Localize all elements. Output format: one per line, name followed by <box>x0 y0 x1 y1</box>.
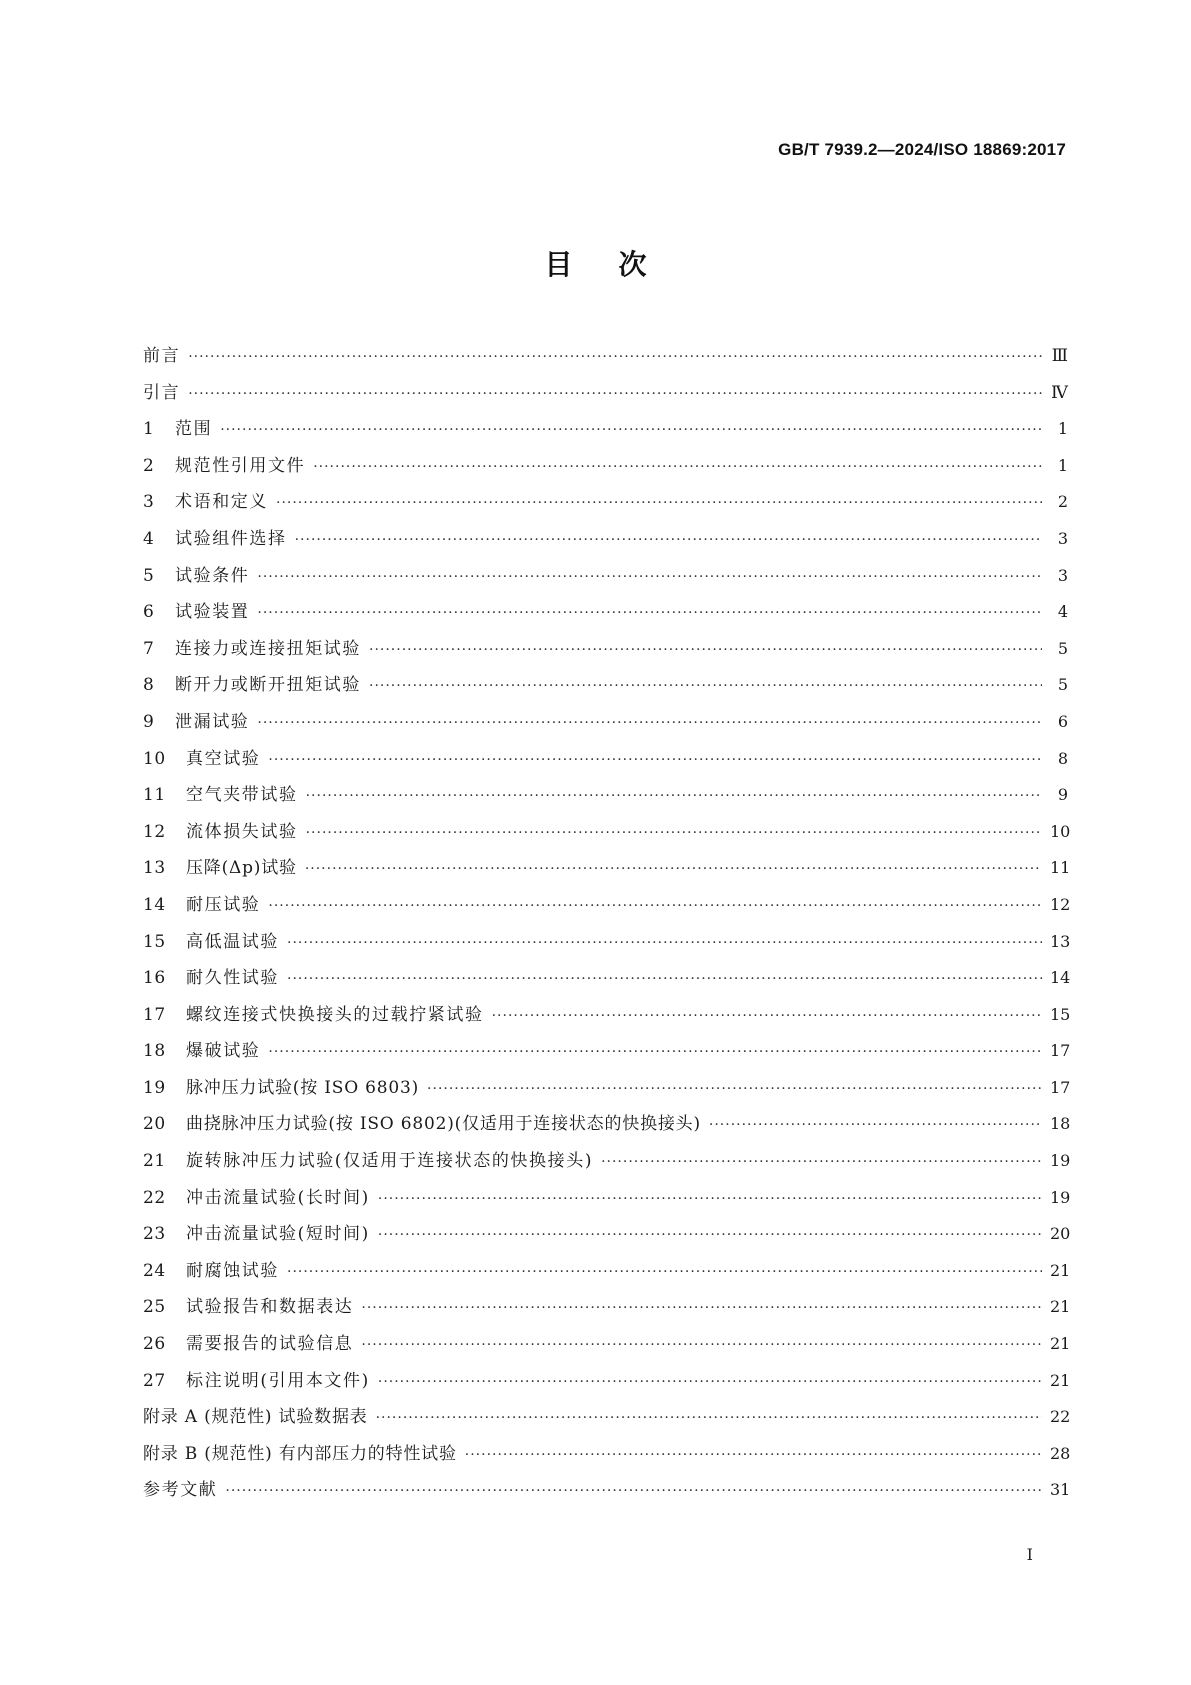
toc-entry-number: 6 <box>143 602 155 623</box>
toc-dot-leader <box>268 888 1042 925</box>
toc-entry-page: 15 <box>1050 1004 1071 1024</box>
toc-entry[interactable] <box>143 594 1068 631</box>
toc-entry-page: 8 <box>1057 748 1068 768</box>
toc-entry-page: 10 <box>1050 821 1071 841</box>
toc-entry-number: 22 <box>143 1187 166 1208</box>
toc-entry-number: 20 <box>143 1114 166 1135</box>
toc-entry-number: 11 <box>143 785 166 806</box>
toc-entry-title: 空气夹带试验 <box>186 785 298 806</box>
toc-entry-page: 12 <box>1050 894 1071 914</box>
toc-entry-page: 19 <box>1050 1187 1071 1207</box>
toc-dot-leader <box>369 668 1042 705</box>
toc-dot-leader <box>378 1181 1042 1218</box>
toc-entry-page: 6 <box>1057 711 1068 731</box>
toc-dot-leader <box>709 1107 1042 1144</box>
toc-dot-leader <box>287 925 1042 962</box>
toc-entry-title: 规范性引用文件 <box>175 455 306 476</box>
title-char-2: 次 <box>618 248 647 281</box>
toc-entry-title: 试验组件选择 <box>175 528 287 549</box>
toc-entry[interactable] <box>143 887 1071 924</box>
toc-entry-number: 14 <box>143 894 166 915</box>
toc-entry[interactable] <box>143 1106 1071 1143</box>
toc-entry-title: 爆破试验 <box>186 1041 261 1062</box>
toc-entry-page: 1 <box>1057 419 1068 439</box>
toc-entry-number: 3 <box>143 492 155 513</box>
toc-entry[interactable] <box>143 558 1068 595</box>
toc-entry-title: 试验装置 <box>175 602 250 623</box>
toc-entry-title: 耐腐蚀试验 <box>186 1260 279 1281</box>
toc-entry[interactable] <box>143 1326 1071 1363</box>
toc-entry-title: 附录 B (规范性) 有内部压力的特性试验 <box>143 1443 457 1464</box>
toc-dot-leader <box>492 998 1042 1035</box>
toc-entry-title: 附录 A (规范性) 试验数据表 <box>143 1407 368 1428</box>
toc-entry[interactable] <box>143 741 1068 778</box>
title-char-1: 目 <box>544 248 573 281</box>
toc-dot-leader <box>268 1034 1042 1071</box>
toc-entry-title: 脉冲压力试验(按 ISO 6803) <box>186 1077 420 1098</box>
toc-dot-leader <box>427 1071 1042 1108</box>
toc-entry-page: 22 <box>1050 1407 1071 1427</box>
toc-entry[interactable] <box>143 1070 1071 1107</box>
toc-entry[interactable] <box>143 1180 1071 1217</box>
toc-entry-number: 7 <box>143 638 155 659</box>
toc-entry[interactable] <box>143 814 1071 851</box>
toc-entry-number: 12 <box>143 821 166 842</box>
toc-entry[interactable] <box>143 777 1068 814</box>
toc-entry-title: 范围 <box>175 419 213 440</box>
toc-dot-leader <box>378 1217 1042 1254</box>
toc-entry[interactable] <box>143 631 1068 668</box>
toc-entry-title: 冲击流量试验(长时间) <box>186 1187 370 1208</box>
toc-entry[interactable] <box>143 1436 1071 1473</box>
toc-dot-leader <box>369 632 1042 669</box>
toc-entry[interactable] <box>143 1363 1071 1400</box>
toc-dot-leader <box>287 1254 1042 1291</box>
toc-entry[interactable] <box>143 924 1071 961</box>
toc-entry-number: 25 <box>143 1297 166 1318</box>
toc-entry[interactable] <box>143 484 1068 521</box>
page-title <box>0 243 1191 283</box>
toc-entry-title: 参考文献 <box>143 1480 218 1501</box>
toc-entry[interactable] <box>143 1253 1071 1290</box>
toc-entry-title: 术语和定义 <box>175 492 268 513</box>
toc-entry-number: 10 <box>143 748 166 769</box>
toc-dot-leader <box>287 961 1042 998</box>
toc-dot-leader <box>465 1437 1042 1474</box>
toc-entry-page: 1 <box>1057 455 1068 475</box>
toc-entry[interactable] <box>143 1289 1071 1326</box>
toc-entry-title: 连接力或连接扭矩试验 <box>175 638 361 659</box>
toc-entry-number: 8 <box>143 675 155 696</box>
page-number: I <box>1026 1545 1033 1564</box>
toc-entry-title: 耐压试验 <box>186 894 261 915</box>
toc-entry[interactable] <box>143 411 1068 448</box>
toc-dot-leader <box>257 705 1042 742</box>
toc-entry-page: 21 <box>1050 1370 1071 1390</box>
toc-entry-page: 21 <box>1050 1334 1071 1354</box>
toc-entry-page: 21 <box>1050 1297 1071 1317</box>
toc-entry-title: 泄漏试验 <box>175 711 250 732</box>
toc-entry[interactable] <box>143 1216 1071 1253</box>
toc-dot-leader <box>378 1364 1042 1401</box>
toc-dot-leader <box>601 1144 1042 1181</box>
toc-dot-leader <box>376 1400 1042 1437</box>
toc-entry-page: 3 <box>1057 565 1068 585</box>
toc-entry-number: 23 <box>143 1224 166 1245</box>
toc-entry-number: 9 <box>143 711 155 732</box>
toc-entry[interactable] <box>143 521 1068 558</box>
toc-entry-number: 16 <box>143 968 166 989</box>
toc-dot-leader <box>361 1327 1042 1364</box>
toc-entry-number: 13 <box>143 858 166 879</box>
toc-dot-leader <box>268 742 1042 779</box>
toc-entry[interactable] <box>143 338 1068 375</box>
toc-entry-page: 3 <box>1057 528 1068 548</box>
toc-entry-page: 18 <box>1050 1114 1071 1134</box>
toc-entry-number: 26 <box>143 1334 166 1355</box>
toc-entry-page: 19 <box>1050 1151 1071 1171</box>
toc-entry-number: 1 <box>143 419 155 440</box>
toc-dot-leader <box>295 522 1042 559</box>
toc-dot-leader <box>220 412 1042 449</box>
toc-entry-page: 17 <box>1050 1077 1071 1097</box>
toc-entry-number: 17 <box>143 1004 166 1025</box>
toc-entry-number: 18 <box>143 1041 166 1062</box>
toc-entry-page: 5 <box>1057 638 1068 658</box>
toc-entry-title: 曲挠脉冲压力试验(按 ISO 6802)(仅适用于连接状态的快换接头) <box>186 1114 701 1135</box>
toc-entry-page: 13 <box>1050 931 1071 951</box>
toc-dot-leader <box>276 485 1042 522</box>
toc-entry-page: 28 <box>1050 1443 1071 1463</box>
toc-entry[interactable] <box>143 1472 1071 1509</box>
toc-entry-page: 17 <box>1050 1041 1071 1061</box>
toc-entry[interactable] <box>143 1399 1071 1436</box>
toc-entry-page: 5 <box>1057 675 1068 695</box>
toc-entry-page: 31 <box>1050 1480 1071 1500</box>
toc-dot-leader <box>306 815 1042 852</box>
toc-entry[interactable] <box>143 997 1071 1034</box>
toc-entry-number: 24 <box>143 1260 166 1281</box>
toc-entry[interactable] <box>143 960 1071 997</box>
toc-dot-leader <box>257 595 1042 632</box>
toc-entry-number: 19 <box>143 1077 166 1098</box>
toc-entry[interactable] <box>143 704 1068 741</box>
toc-entry[interactable] <box>143 1143 1071 1180</box>
toc-entry-number: 4 <box>143 528 155 549</box>
toc-entry-title: 冲击流量试验(短时间) <box>186 1224 370 1245</box>
toc-entry-page: 9 <box>1057 785 1068 805</box>
toc-entry-page: Ⅳ <box>1051 382 1068 403</box>
toc-dot-leader <box>305 851 1042 888</box>
toc-entry-number: 27 <box>143 1370 166 1391</box>
toc-entry-title: 流体损失试验 <box>186 821 298 842</box>
toc-entry-title: 前言 <box>143 346 181 366</box>
toc-entry-title: 旋转脉冲压力试验(仅适用于连接状态的快换接头) <box>186 1151 594 1172</box>
toc-dot-leader <box>188 339 1042 376</box>
toc-entry-title: 引言 <box>143 382 181 403</box>
toc-dot-leader <box>361 1290 1042 1327</box>
standard-code: GB/T 7939.2—2024/ISO 18869:2017 <box>778 140 1066 159</box>
table-of-contents <box>143 338 1071 1509</box>
toc-entry-number: 2 <box>143 455 155 476</box>
toc-entry[interactable] <box>143 1033 1071 1070</box>
toc-entry-page: 4 <box>1057 602 1068 622</box>
toc-entry-title: 断开力或断开扭矩试验 <box>175 675 361 696</box>
toc-dot-leader <box>225 1473 1042 1510</box>
toc-entry-title: 需要报告的试验信息 <box>186 1334 354 1355</box>
toc-entry-page: 11 <box>1050 858 1071 878</box>
toc-dot-leader <box>306 778 1042 815</box>
toc-entry-number: 5 <box>143 565 155 586</box>
toc-entry-page: Ⅲ <box>1051 346 1068 366</box>
toc-entry[interactable] <box>143 375 1068 412</box>
toc-entry-number: 21 <box>143 1151 166 1172</box>
toc-dot-leader <box>188 376 1042 413</box>
toc-entry[interactable] <box>143 448 1068 485</box>
toc-entry-page: 14 <box>1050 968 1071 988</box>
toc-entry-title: 螺纹连接式快换接头的过载拧紧试验 <box>186 1004 484 1025</box>
toc-entry[interactable] <box>143 667 1068 704</box>
toc-dot-leader <box>257 559 1042 596</box>
toc-dot-leader <box>313 449 1042 486</box>
toc-entry-title: 压降(Δp)试验 <box>186 858 297 879</box>
toc-entry-page: 20 <box>1050 1224 1071 1244</box>
toc-entry-title: 高低温试验 <box>186 931 279 952</box>
toc-entry-page: 2 <box>1057 492 1068 512</box>
toc-entry-title: 耐久性试验 <box>186 968 279 989</box>
toc-entry[interactable] <box>143 850 1071 887</box>
toc-entry-page: 21 <box>1050 1260 1071 1280</box>
toc-entry-title: 试验条件 <box>175 565 250 586</box>
toc-entry-title: 试验报告和数据表达 <box>186 1297 354 1318</box>
toc-entry-title: 真空试验 <box>186 748 261 769</box>
toc-entry-title: 标注说明(引用本文件) <box>186 1370 370 1391</box>
toc-entry-number: 15 <box>143 931 166 952</box>
